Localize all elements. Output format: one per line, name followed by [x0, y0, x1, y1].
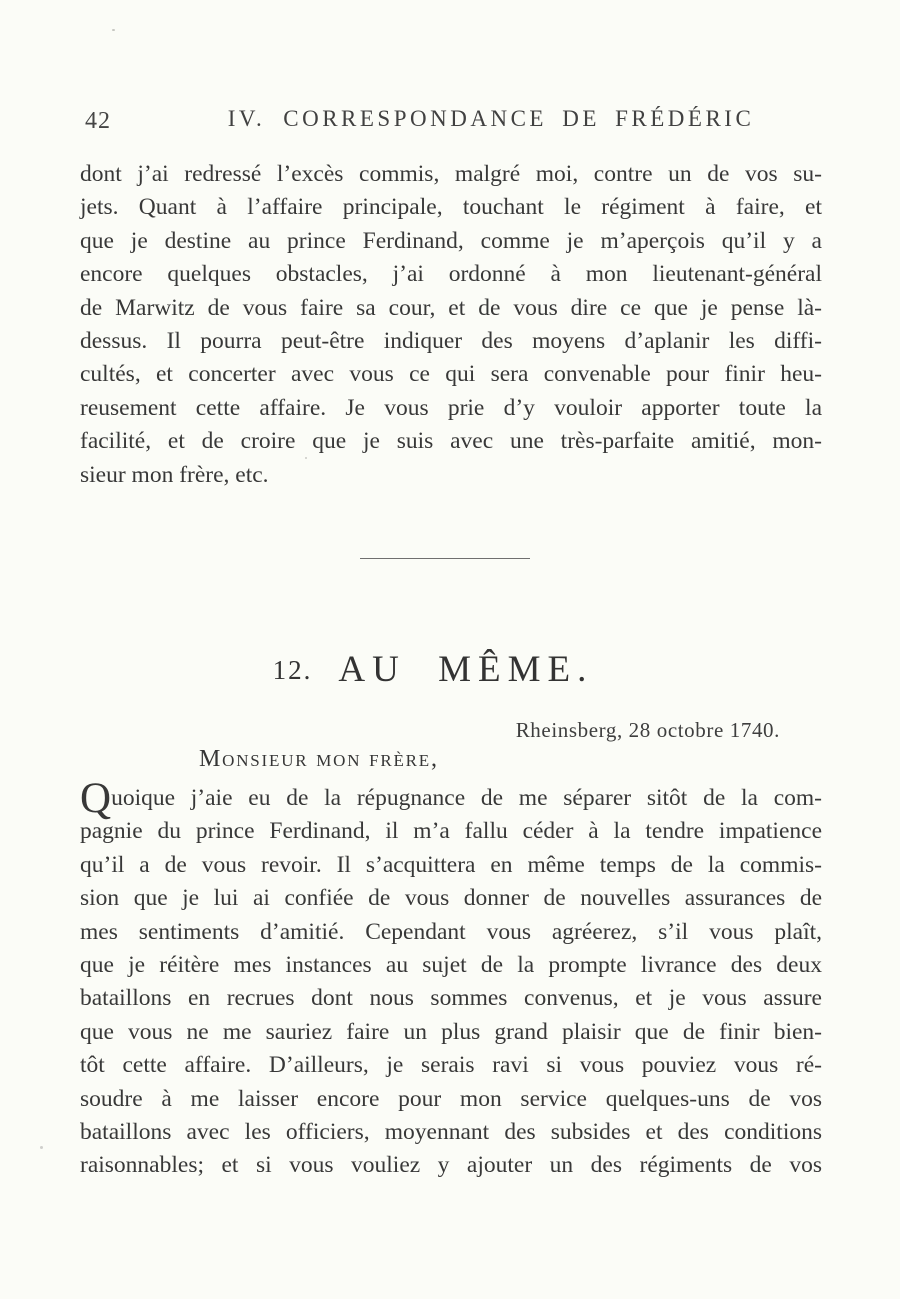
letter-12-body	[80, 775, 822, 1183]
section-divider-rule	[360, 558, 530, 559]
letter-number: 12.	[272, 655, 313, 685]
text-line: encore quelques obstacles, j’ai ordonné à mon lieutenant-général	[80, 261, 822, 288]
text-line: cultés, et concerter avec vous ce qui sera convenable pour finir heu-	[80, 361, 822, 388]
text-line: raisonnables; et si vous vouliez y ajouter un des régiments de vos	[80, 1152, 822, 1179]
text-line: que je réitère mes instances au sujet de la prompte livrance des deux	[80, 952, 822, 979]
running-header	[78, 104, 822, 140]
text-line: facilité, et de croire que je suis avec une très-parfaite amitié, mon-	[80, 428, 822, 455]
text-line: sion que je lui ai confiée de vous donner de nouvelles assurances de	[80, 885, 822, 912]
text-line: tôt cette affaire. D’ailleurs, je serais ravi si vous pouviez vous ré-	[80, 1052, 822, 1079]
text-line: que je destine au prince Ferdinand, comme je m’aperçois qu’il y a	[80, 227, 822, 254]
text-line: dessus. Il pourra peut-être indiquer des moyens d’aplanir les diffi-	[80, 328, 822, 355]
text-line: jets. Quant à l’affaire principale, touchant le régiment à faire, et	[80, 194, 822, 221]
scan-artifact-speck	[40, 1146, 43, 1149]
running-title-numeral: IV.	[227, 106, 266, 131]
text-line: sieur mon frère, etc.	[80, 461, 269, 488]
letter-11-closing-paragraph	[80, 158, 822, 492]
letter-dateline: Rheinsberg, 28 octobre 1740.	[515, 718, 780, 742]
running-title	[78, 106, 822, 132]
text-line: reusement cette affaire. Je vous prie d’y vouloir apporter toute la	[80, 394, 822, 421]
scan-artifact-speck	[305, 457, 307, 459]
letter-title: AU MÊME.	[338, 649, 594, 690]
drop-cap-initial: Q	[80, 775, 112, 822]
letter-salutation: Monsieur mon frère,	[199, 746, 439, 772]
text-line: de Marwitz de vous faire sa cour, et de vous dire ce que je pense là-	[80, 294, 822, 321]
first-line-text: uoique j’aie eu de la répugnance de me séparer sitôt de la com-	[111, 785, 822, 811]
text-line: qu’il a de vous revoir. Il s’acquittera en même temps de la commis-	[80, 851, 822, 878]
running-title-text: CORRESPONDANCE DE FRÉDÉRIC	[283, 106, 755, 131]
text-line: pagnie du prince Ferdinand, il m’a fallu céder à la tendre impatience	[80, 818, 822, 845]
letter-12-heading	[78, 648, 822, 691]
scan-artifact-speck	[112, 29, 115, 31]
text-line: soudre à me laisser encore pour mon service quelques-uns de vos	[80, 1085, 822, 1112]
letter-12-body-lines	[80, 815, 822, 1182]
text-line: bataillons en recrues dont nous sommes convenus, et je vous assure	[80, 985, 822, 1012]
text-line: que vous ne me sauriez faire un plus grand plaisir que de finir bien-	[80, 1018, 822, 1045]
text-line: mes sentiments d’amitié. Cependant vous agréerez, s’il vous plaît,	[80, 918, 822, 945]
text-line-with-initial	[80, 775, 822, 822]
page-number: 42	[85, 108, 111, 134]
text-line: bataillons avec les officiers, moyennant des subsides et des conditions	[80, 1119, 822, 1146]
text-line: dont j’ai redressé l’excès commis, malgré moi, contre un de vos su-	[80, 161, 822, 187]
